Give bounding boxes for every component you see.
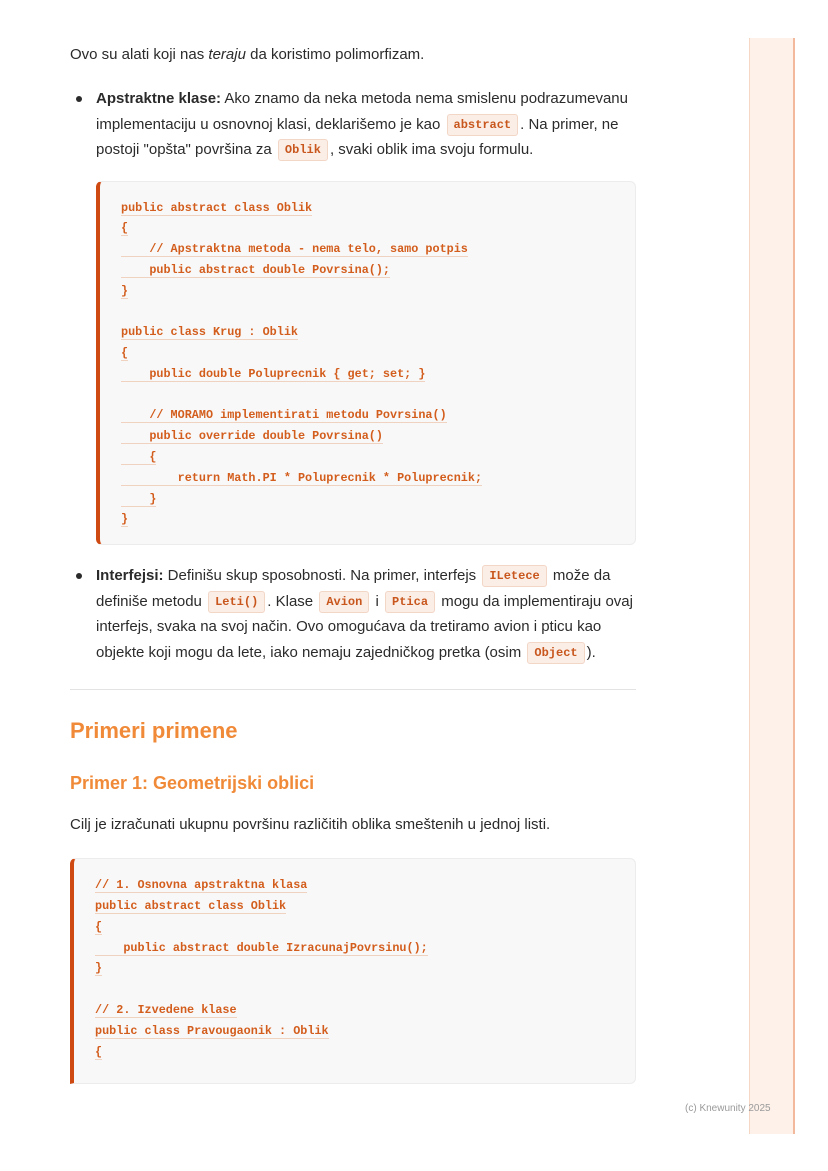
bullet-interfaces <box>70 563 636 665</box>
subsection-heading: Primer 1: Geometrijski oblici <box>70 773 315 794</box>
bullet-text: može da definiše metodu <box>96 567 611 610</box>
bullet-list <box>70 86 636 163</box>
code-line <box>95 958 635 979</box>
code-line-text: } <box>121 491 157 506</box>
code-line <box>121 489 635 510</box>
code-line-text: public abstract class Oblik <box>121 200 313 215</box>
code-line <box>95 979 635 1000</box>
bullet-text: . Na primer, ne postoji "opšta" površina za <box>96 115 619 158</box>
inline-code: abstract <box>447 114 519 136</box>
right-margin-band <box>749 38 795 1134</box>
bullet-text: mogu da implementiraju ovaj interfejs, svaka na svoj način. Ovo omogućava da tretiramo avion i pticu kao objekte koji mogu da lete, iako nemaju zajedničkog pretka (osim <box>96 592 633 661</box>
code-line <box>121 405 635 426</box>
section-divider <box>70 689 636 690</box>
inline-code: Object <box>527 642 584 664</box>
code-block-abstract-example <box>96 181 636 546</box>
section-heading: Primeri primene <box>70 718 238 744</box>
bullet-list <box>70 563 636 665</box>
intro-text-end: da koristimo polimorfizam. <box>245 46 425 63</box>
page-content <box>70 40 636 1084</box>
intro-emphasis: teraju <box>208 46 246 63</box>
code-line <box>95 917 635 938</box>
code-line <box>121 426 635 447</box>
code-line <box>95 1000 635 1021</box>
code-line <box>121 468 635 489</box>
code-line <box>121 343 635 364</box>
code-line <box>121 364 635 385</box>
bullet-text: . Klase <box>267 592 318 610</box>
code-line-text: public abstract double Povrsina(); <box>121 262 391 277</box>
code-line-text: public abstract double IzracunajPovrsinu(); <box>95 940 428 955</box>
code-line-text: { <box>121 450 157 465</box>
code-line-text: public override double Povrsina() <box>121 429 383 444</box>
code-line-text: { <box>121 221 129 236</box>
code-line-text: public double Poluprecnik { get; set; } <box>121 366 426 381</box>
code-line-text: // MORAMO implementirati metodu Povrsina() <box>121 408 447 423</box>
code-line <box>95 1042 635 1063</box>
code-line <box>121 260 635 281</box>
code-line <box>95 1021 635 1042</box>
code-line <box>121 281 635 302</box>
intro-paragraph <box>70 42 636 68</box>
code-line-text: } <box>95 961 103 976</box>
code-line-text: public abstract class Oblik <box>95 899 287 914</box>
inline-code: Avion <box>319 591 369 613</box>
bullet-text: Ako znamo da neka metoda nema smislenu podrazumevanu implementaciju u osnovnoj klasi, deklarišemo je kao <box>96 90 628 133</box>
code-line <box>95 896 635 917</box>
inline-code: ILetece <box>482 565 546 587</box>
code-line-text: { <box>95 1044 103 1059</box>
code-line <box>95 875 635 896</box>
code-line <box>121 509 635 530</box>
intro-text: Ovo su alati koji nas <box>70 46 209 63</box>
bullet-label: Apstraktne klase: <box>96 90 222 107</box>
goal-paragraph: Cilj je izračunati ukupnu površinu različitih oblika smeštenih u jednoj listi. <box>70 816 551 834</box>
code-line <box>121 198 635 219</box>
code-line-text: public class Krug : Oblik <box>121 325 298 340</box>
bullet-abstract-classes <box>70 86 636 163</box>
code-line <box>121 447 635 468</box>
bullet-label: Interfejsi: <box>96 567 164 585</box>
code-line-text: // Apstraktna metoda - nema telo, samo potpis <box>121 242 468 257</box>
bullet-text: i <box>371 592 384 610</box>
code-line-text: // 2. Izvedene klase <box>95 1003 237 1018</box>
code-line-text: // 1. Osnovna apstraktna klasa <box>95 878 308 893</box>
code-block-geometry-example <box>70 858 636 1084</box>
code-line-text: } <box>121 512 129 527</box>
bullet-text: ). <box>586 643 596 661</box>
code-line-text: } <box>121 283 129 298</box>
code-line-text: public class Pravougaonik : Oblik <box>95 1023 329 1038</box>
code-line-text: { <box>95 919 103 934</box>
code-line-text: { <box>121 346 129 361</box>
code-line <box>121 385 635 406</box>
bullet-text: , svaki oblik ima svoju formulu. <box>329 141 534 158</box>
code-line <box>121 322 635 343</box>
code-line <box>121 301 635 322</box>
code-line <box>121 239 635 260</box>
code-line-text: return Math.PI * Poluprecnik * Poluprecnik; <box>121 470 483 485</box>
inline-code: Leti() <box>208 591 265 613</box>
code-line <box>95 938 635 959</box>
inline-code: Oblik <box>278 139 328 161</box>
code-line <box>121 218 635 239</box>
copyright-footer: (c) Knewunity 2025 <box>685 1103 771 1114</box>
inline-code: Ptica <box>385 591 435 613</box>
bullet-text: Definišu skup sposobnosti. Na primer, interfejs <box>163 567 481 585</box>
